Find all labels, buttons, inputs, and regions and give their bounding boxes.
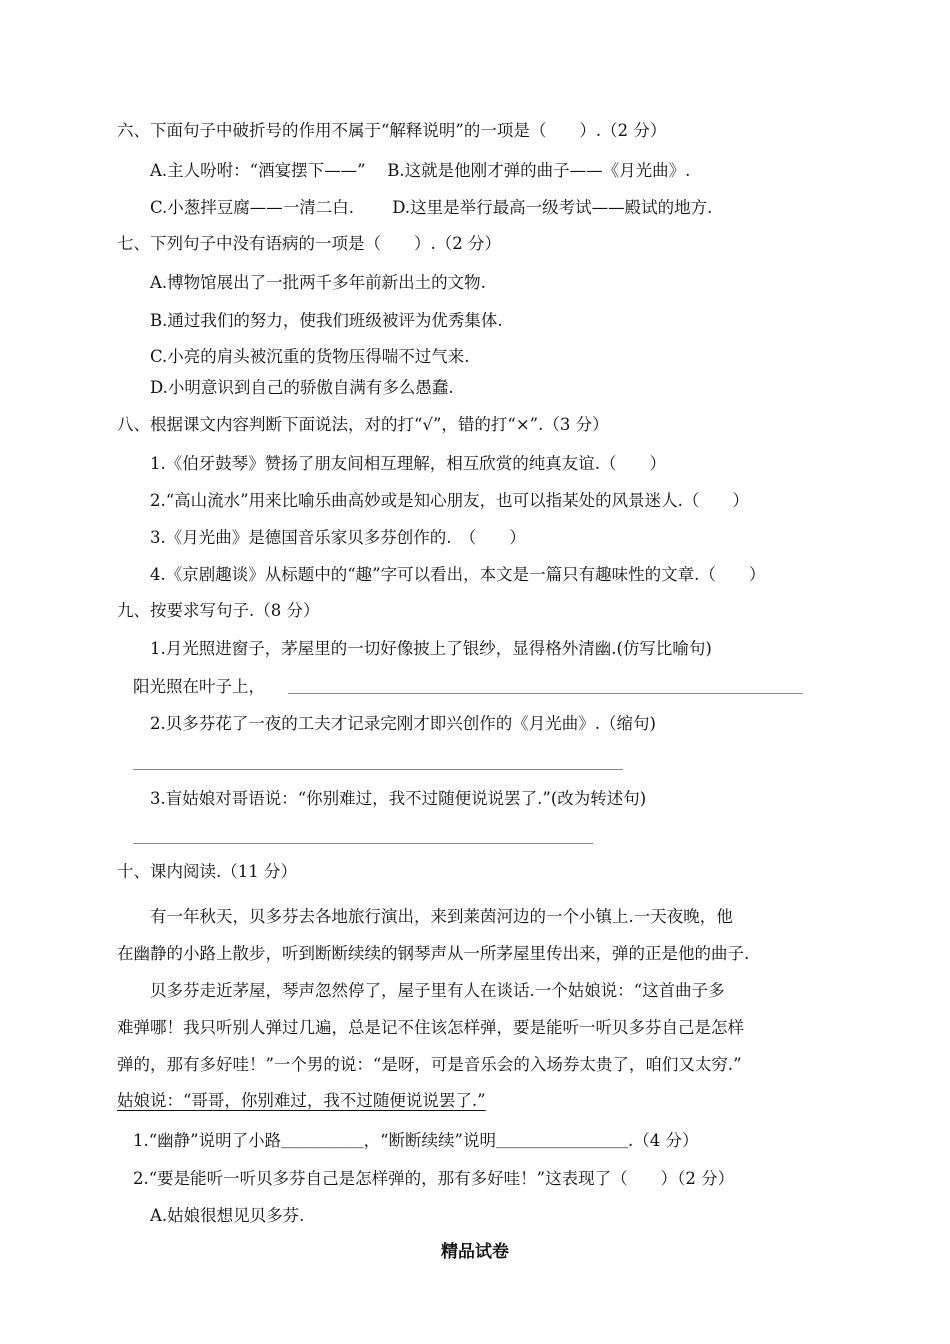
question-8-title: 八、根据课文内容判断下面说法，对的打“√”，错的打“×”.（3 分） (117, 415, 609, 434)
question-10-sub-2: 2.“要是能听一听贝多芬自己是怎样弹的，那有多好哇！”这表现了（ ）（2 分） (133, 1169, 735, 1188)
passage-underlined-line: 姑娘说：“哥哥，你别难过，我不过随便说说罢了.” (117, 1091, 486, 1110)
question-10-sub-2-option-a: A.姑娘很想见贝多芬. (150, 1206, 305, 1225)
question-8-item-3: 3.《月光曲》是德国音乐家贝多芬创作的. （ ） (150, 528, 526, 547)
question-7-option-a: A.博物馆展出了一批两千多年前新出土的文物. (150, 273, 486, 292)
question-8-item-1: 1.《伯牙鼓琴》赞扬了朋友间相互理解，相互欣赏的纯真友谊.（ ） (150, 454, 666, 473)
passage-line: 难弹哪！我只听别人弹过几遍，总是记不住该怎样弹，要是能听一听贝多芬自己是怎样 (117, 1018, 744, 1037)
page-footer: 精品试卷 (441, 1242, 509, 1262)
question-8-item-2: 2.“高山流水”用来比喻乐曲高妙或是知心朋友，也可以指某处的风景迷人.（ ） (150, 491, 749, 510)
question-9-item-1: 1.月光照进窗子，茅屋里的一切好像披上了银纱，显得格外清幽.(仿写比喻句) (150, 639, 712, 658)
question-6-options-ab: A.主人吩咐：“酒宴摆下——” B.这就是他刚才弹的曲子——《月光曲》. (150, 161, 691, 180)
question-7-option-b: B.通过我们的努力，使我们班级被评为优秀集体. (150, 311, 503, 330)
passage-line: 弹的，那有多好哇！”一个男的说：“是呀，可是音乐会的入场券太贵了，咱们又太穷.” (117, 1055, 742, 1074)
answer-line[interactable] (133, 843, 593, 844)
answer-line[interactable] (133, 769, 623, 770)
question-9-item-1-prompt: 阳光照在叶子上， (133, 677, 265, 696)
passage-line: 在幽静的小路上散步，听到断断续续的钢琴声从一所茅屋里传出来，弹的正是他的曲子. (117, 944, 750, 963)
question-9-item-2: 2.贝多芬花了一夜的工夫才记录完刚才即兴创作的《月光曲》.（缩句) (150, 714, 656, 733)
question-6-options-cd: C.小葱拌豆腐——一清二白. D.这里是举行最高一级考试——殿试的地方. (150, 198, 713, 217)
passage-line: 有一年秋天，贝多芬去各地旅行演出，来到莱茵河边的一个小镇上.一天夜晚，他 (150, 907, 733, 926)
question-10-title: 十、课内阅读.（11 分） (117, 862, 297, 881)
question-7-option-d: D.小明意识到自己的骄傲自满有多么愚蠢. (150, 378, 454, 397)
question-7-title: 七、下列句子中没有语病的一项是（ ）.（2 分） (117, 234, 501, 253)
passage-line: 贝多芬走近茅屋，琴声忽然停了，屋子里有人在谈话.一个姑娘说：“这首曲子多 (150, 981, 725, 1000)
question-6-title: 六、下面句子中破折号的作用不属于“解释说明”的一项是（ ）.（2 分） (117, 121, 667, 140)
question-10-sub-1: 1.“幽静”说明了小路＿＿＿＿＿，“断断续续”说明＿＿＿＿＿＿＿＿.（4 分） (133, 1131, 699, 1150)
question-9-title: 九、按要求写句子.（8 分） (117, 601, 320, 620)
question-9-item-3: 3.盲姑娘对哥语说：“你别难过，我不过随便说说罢了.”(改为转述句) (150, 789, 647, 808)
question-7-option-c: C.小亮的肩头被沉重的货物压得喘不过气来. (150, 347, 470, 366)
question-8-item-4: 4.《京剧趣谈》从标题中的“趣”字可以看出，本文是一篇只有趣味性的文章.（ ） (150, 565, 766, 584)
answer-line[interactable] (288, 693, 803, 694)
